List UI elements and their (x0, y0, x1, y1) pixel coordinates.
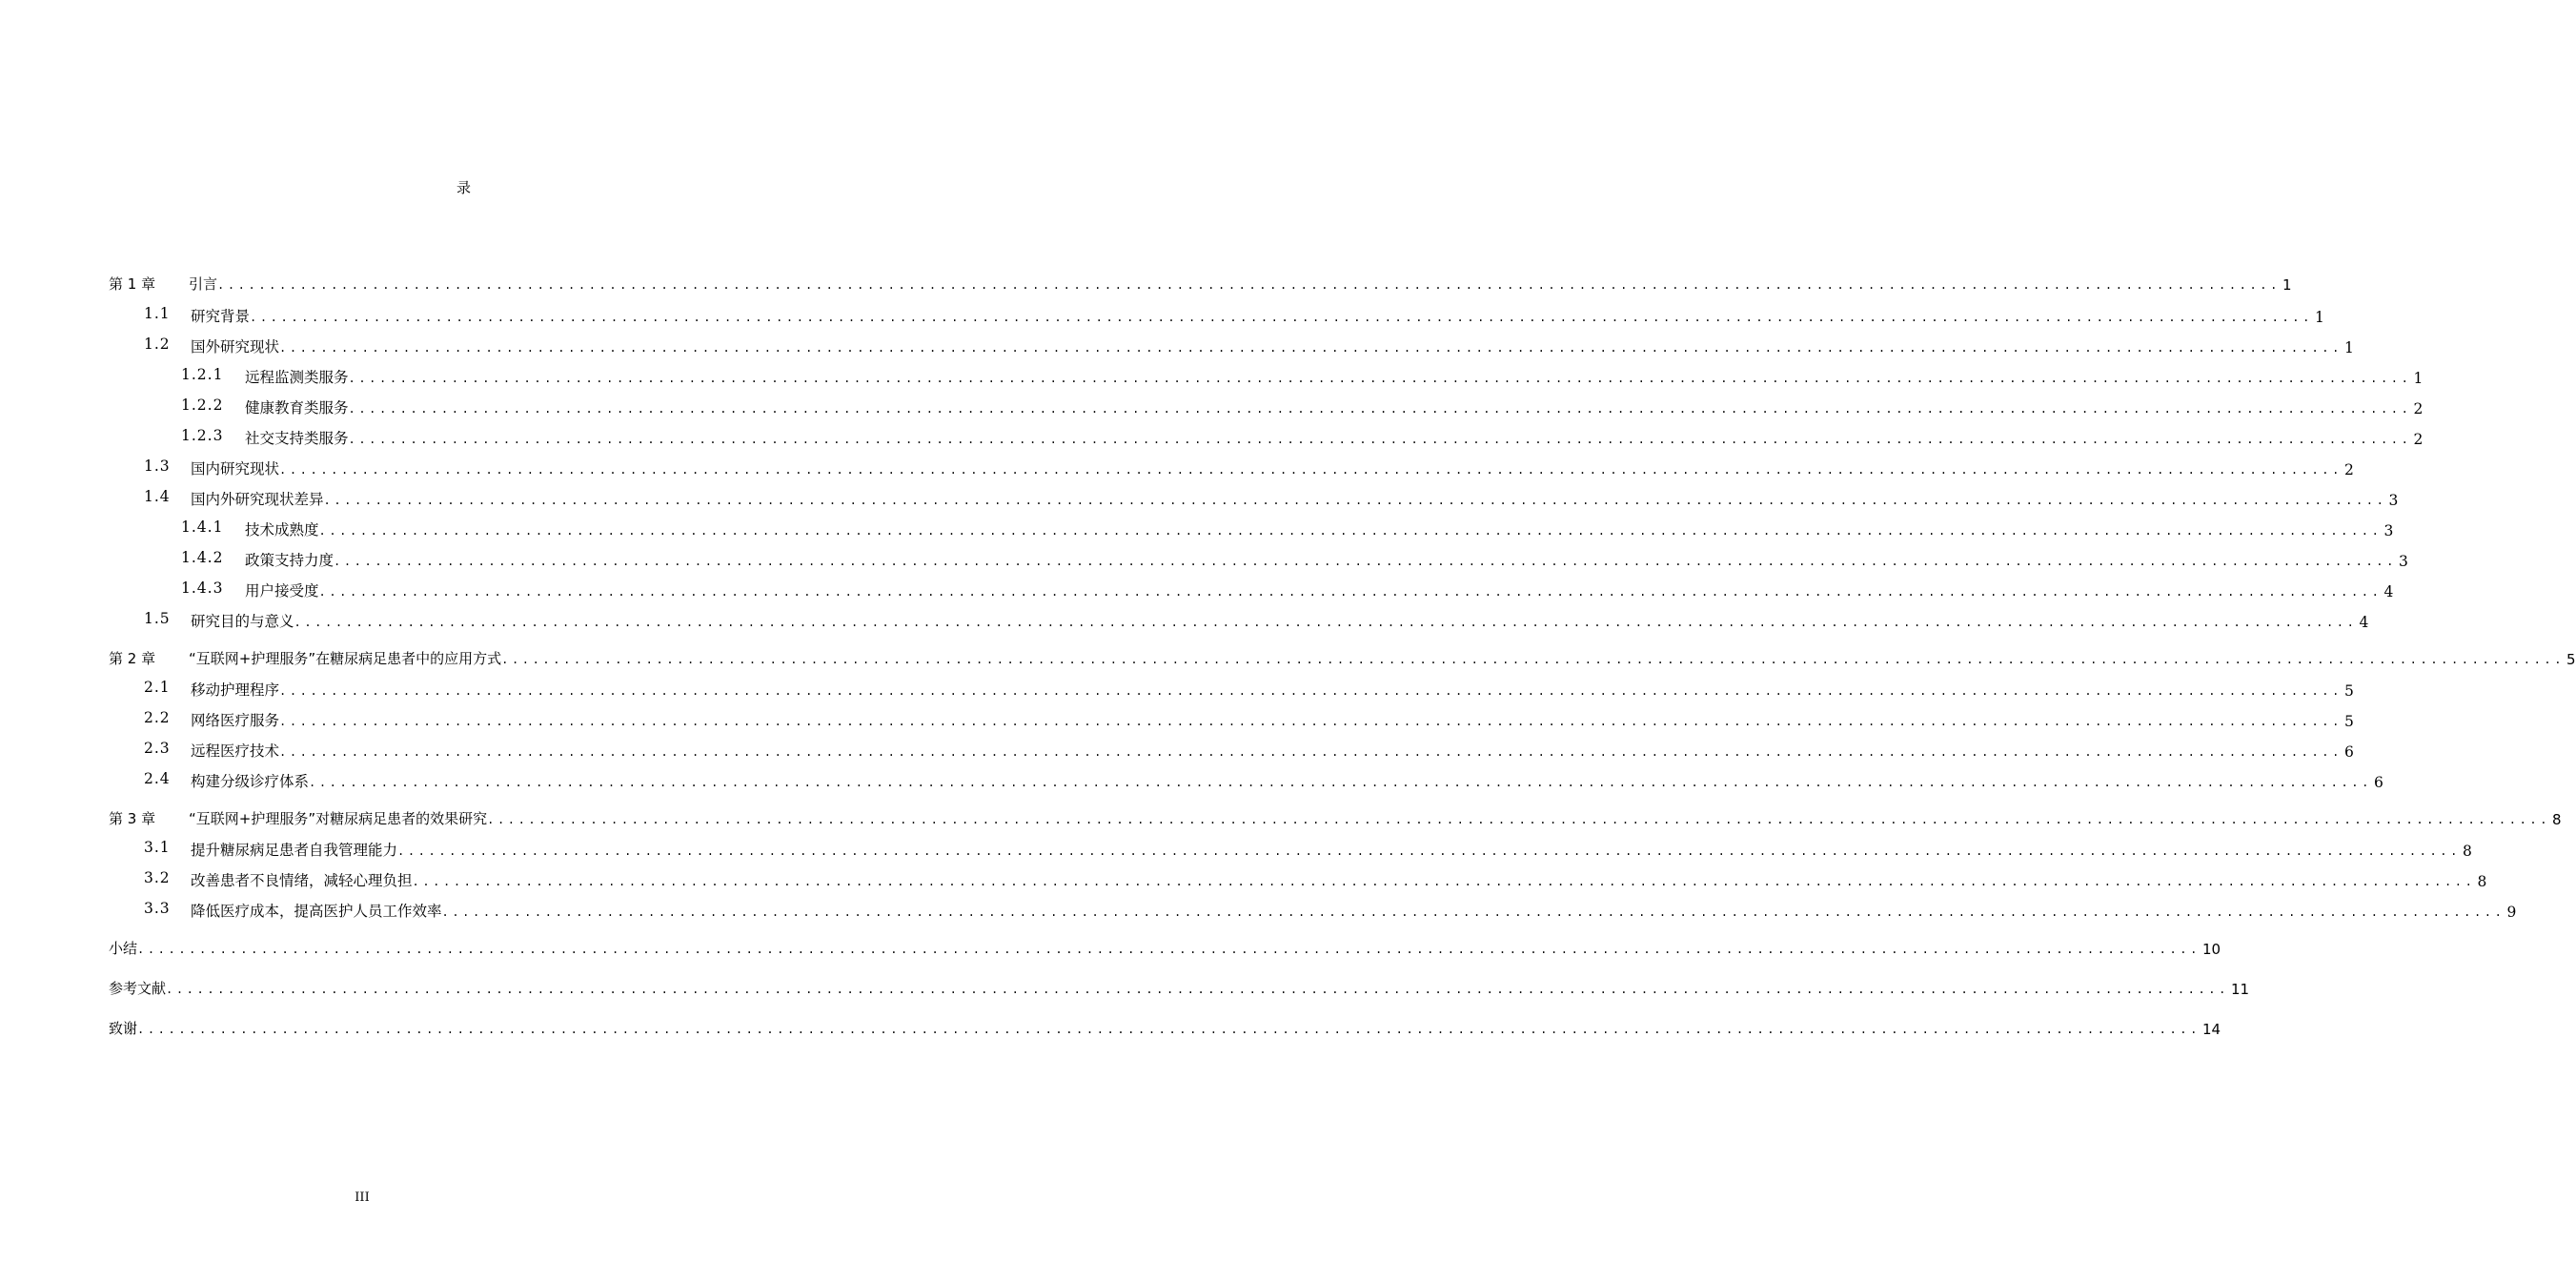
dot-leader: ........................................................................................................................................................................................................ (318, 585, 2383, 599)
toc-entry-page: 11 (2230, 981, 2250, 998)
dot-leader: ........................................................................................................................................................................................................ (348, 402, 2412, 416)
toc-entry[interactable] (109, 839, 2472, 860)
toc-entry-text: 技术成熟度 (245, 521, 319, 539)
toc-entry-text: 构建分级诊疗体系 (191, 773, 310, 790)
toc-entry[interactable] (109, 900, 2517, 921)
dot-leader: ........................................................................................................................................................................................................ (137, 943, 2201, 956)
page-number-footer: III (355, 1190, 370, 1205)
toc-entry-number: 3.1 (144, 839, 171, 856)
toc-entry-text: 社交支持类服务 (245, 430, 349, 447)
toc-entry[interactable] (109, 305, 2324, 326)
toc-entry-text: 改善患者不良情绪，减轻心理负担 (191, 872, 413, 889)
toc-entry-text: “互联网+护理服务”在糖尿病足患者中的应用方式 (189, 650, 502, 667)
toc-entry-text: 国外研究现状 (191, 338, 280, 356)
toc-entry-label (144, 839, 397, 860)
toc-entry-label (144, 610, 294, 631)
toc-entry-page: 3 (2383, 522, 2394, 539)
toc-entry-label (109, 1018, 137, 1038)
toc-entry-page: 4 (2383, 583, 2394, 600)
toc-entry-number: 1.3 (144, 458, 171, 475)
dot-leader: ........................................................................................................................................................................................................ (279, 684, 2343, 698)
toc-entry-number: 1.4.1 (181, 518, 224, 536)
dot-leader: ........................................................................................................................................................................................................ (501, 653, 2566, 666)
toc-entry-number: 1.1 (144, 305, 171, 322)
toc-entry-label (109, 274, 217, 294)
toc-entry-number: 1.5 (144, 610, 171, 627)
toc-entry-number: 第 3 章 (109, 810, 156, 827)
toc-entry-text: 网络医疗服务 (191, 712, 280, 729)
dot-leader: ........................................................................................................................................................................................................ (294, 616, 2358, 629)
dot-leader: ........................................................................................................................................................................................................ (441, 905, 2505, 919)
toc-entry-page: 2 (2413, 400, 2424, 417)
toc-entry-number: 1.2.1 (181, 366, 224, 383)
dot-leader: ........................................................................................................................................................................................................ (309, 776, 2372, 789)
toc-entry-page: 3 (2398, 553, 2408, 570)
toc-entry[interactable] (109, 549, 2408, 570)
toc-entry-number: 2.2 (144, 709, 171, 726)
toc-entry-text: 降低医疗成本，提高医护人员工作效率 (191, 903, 442, 920)
toc-entry[interactable] (109, 458, 2354, 478)
dot-leader: ........................................................................................................................................................................................................ (348, 372, 2412, 385)
toc-entry-text: 小结 (109, 940, 138, 957)
toc-entry-text: 致谢 (109, 1020, 138, 1037)
toc-entry[interactable] (109, 938, 2221, 958)
dot-leader: ........................................................................................................................................................................................................ (250, 311, 2313, 324)
toc-entry-page: 6 (2343, 743, 2354, 761)
dot-leader: ........................................................................................................................................................................................................ (412, 875, 2476, 888)
toc-entry-label (144, 709, 279, 730)
toc-entry-label (144, 770, 309, 791)
toc-entry-text: 研究目的与意义 (191, 613, 294, 630)
toc-entry-number: 2.3 (144, 740, 171, 757)
toc-entry-label (181, 518, 319, 539)
toc-entry-number: 第 2 章 (109, 650, 156, 667)
toc-entry[interactable] (109, 274, 2292, 294)
toc-entry-text: 远程监测类服务 (245, 369, 349, 386)
toc-entry[interactable] (109, 610, 2369, 631)
toc-entry-label (144, 679, 279, 700)
toc-entry-page: 3 (2388, 492, 2399, 509)
toc-entry-number: 1.4 (144, 488, 171, 505)
toc-entry-page: 5 (2343, 713, 2354, 730)
toc-entry-label (181, 366, 349, 387)
toc-entry-number: 1.2 (144, 336, 171, 353)
toc-entry-text: 引言 (189, 275, 218, 293)
toc-entry-label (144, 488, 324, 509)
toc-entry[interactable] (109, 808, 2562, 828)
toc-entry-number: 3.2 (144, 869, 171, 886)
toc-entry-text: 参考文献 (109, 980, 167, 997)
dot-leader: ........................................................................................................................................................................................................ (279, 715, 2343, 728)
toc-entry[interactable] (109, 770, 2383, 791)
toc-title: 录 (456, 179, 473, 196)
toc-entry-page: 8 (2552, 811, 2562, 828)
toc-entry[interactable] (109, 648, 2576, 668)
toc-entry-number: 1.4.3 (181, 580, 224, 597)
toc-entry[interactable] (109, 396, 2424, 417)
toc-entry-page: 1 (2314, 309, 2324, 326)
dot-leader: ........................................................................................................................................................................................................ (279, 745, 2343, 759)
toc-entry-page: 5 (2343, 682, 2354, 700)
toc-entry-label (144, 900, 442, 921)
toc-entry[interactable] (109, 740, 2354, 761)
toc-entry[interactable] (109, 488, 2399, 509)
toc-entry-label (144, 458, 279, 478)
toc-entry-text: 研究背景 (191, 308, 251, 325)
dot-leader: ........................................................................................................................................................................................................ (137, 1023, 2201, 1036)
toc-entry-label (181, 396, 349, 417)
toc-entry-text: 远程医疗技术 (191, 742, 280, 760)
toc-entry-page: 8 (2477, 873, 2487, 890)
toc-entry-page: 10 (2201, 941, 2221, 958)
toc-entry-label (144, 336, 279, 356)
toc-entry-text: 提升糖尿病足患者自我管理能力 (191, 842, 398, 859)
toc-entry-text: 健康教育类服务 (245, 399, 349, 417)
toc-entry-number: 1.2.2 (181, 396, 224, 414)
toc-entry-label (181, 580, 319, 600)
toc-entry-label (109, 648, 501, 668)
toc-entry-page: 14 (2201, 1021, 2221, 1038)
toc-entry[interactable] (109, 336, 2354, 356)
toc-entry-number: 1.2.3 (181, 427, 224, 444)
toc-entry-label (109, 978, 166, 998)
toc-entry-page: 5 (2566, 651, 2576, 668)
toc-entry[interactable] (109, 518, 2394, 539)
toc-entry-number: 2.4 (144, 770, 171, 787)
toc-entry-page: 1 (2343, 339, 2354, 356)
dot-leader: ........................................................................................................................................................................................................ (397, 844, 2461, 858)
dot-leader: ........................................................................................................................................................................................................ (318, 524, 2383, 538)
toc-entry-text: 国内外研究现状差异 (191, 491, 324, 508)
toc-entry-number: 第 1 章 (109, 275, 156, 293)
toc-entry[interactable] (109, 869, 2487, 890)
dot-leader: ........................................................................................................................................................................................................ (348, 433, 2412, 446)
dot-leader: ........................................................................................................................................................................................................ (217, 278, 2281, 292)
toc-entry-label (181, 427, 349, 448)
dot-leader: ........................................................................................................................................................................................................ (166, 983, 2229, 996)
dot-leader: ........................................................................................................................................................................................................ (279, 341, 2343, 355)
toc-entry[interactable] (109, 580, 2394, 600)
toc-entry-page: 6 (2373, 774, 2383, 791)
toc-entry-label (109, 808, 487, 828)
toc-entry-number: 1.4.2 (181, 549, 224, 566)
dot-leader: ........................................................................................................................................................................................................ (487, 813, 2551, 826)
toc-entry[interactable] (109, 366, 2424, 387)
toc-entry-label (144, 869, 413, 890)
toc-entry-label (181, 549, 334, 570)
toc-entry[interactable] (109, 427, 2424, 448)
toc-entry-page: 9 (2506, 904, 2517, 921)
toc-entry-page: 2 (2343, 461, 2354, 478)
toc-entry[interactable] (109, 679, 2354, 700)
toc-entry-label (144, 305, 250, 326)
toc-entry-text: 用户接受度 (245, 582, 319, 600)
toc-entry-number: 2.1 (144, 679, 171, 696)
dot-leader: ........................................................................................................................................................................................................ (323, 494, 2387, 507)
toc-entry-label (109, 938, 137, 958)
toc-entry[interactable] (109, 709, 2354, 730)
toc-entry-page: 8 (2462, 843, 2472, 860)
toc-entry-number: 3.3 (144, 900, 171, 917)
toc-entry-label (144, 740, 279, 761)
toc-entry-page: 1 (2282, 276, 2292, 294)
toc-entry-page: 4 (2359, 614, 2369, 631)
toc-entry-text: 移动护理程序 (191, 681, 280, 699)
toc-entry-text: 国内研究现状 (191, 460, 280, 478)
toc-entry-page: 2 (2413, 431, 2424, 448)
toc-entry[interactable] (109, 1018, 2221, 1038)
toc-entry-text: 政策支持力度 (245, 552, 335, 569)
dot-leader: ........................................................................................................................................................................................................ (334, 555, 2397, 568)
toc-entry-page: 1 (2413, 370, 2424, 387)
dot-leader: ........................................................................................................................................................................................................ (279, 463, 2343, 477)
toc-entry[interactable] (109, 978, 2250, 998)
toc-entry-text: “互联网+护理服务”对糖尿病足患者的效果研究 (189, 810, 488, 827)
